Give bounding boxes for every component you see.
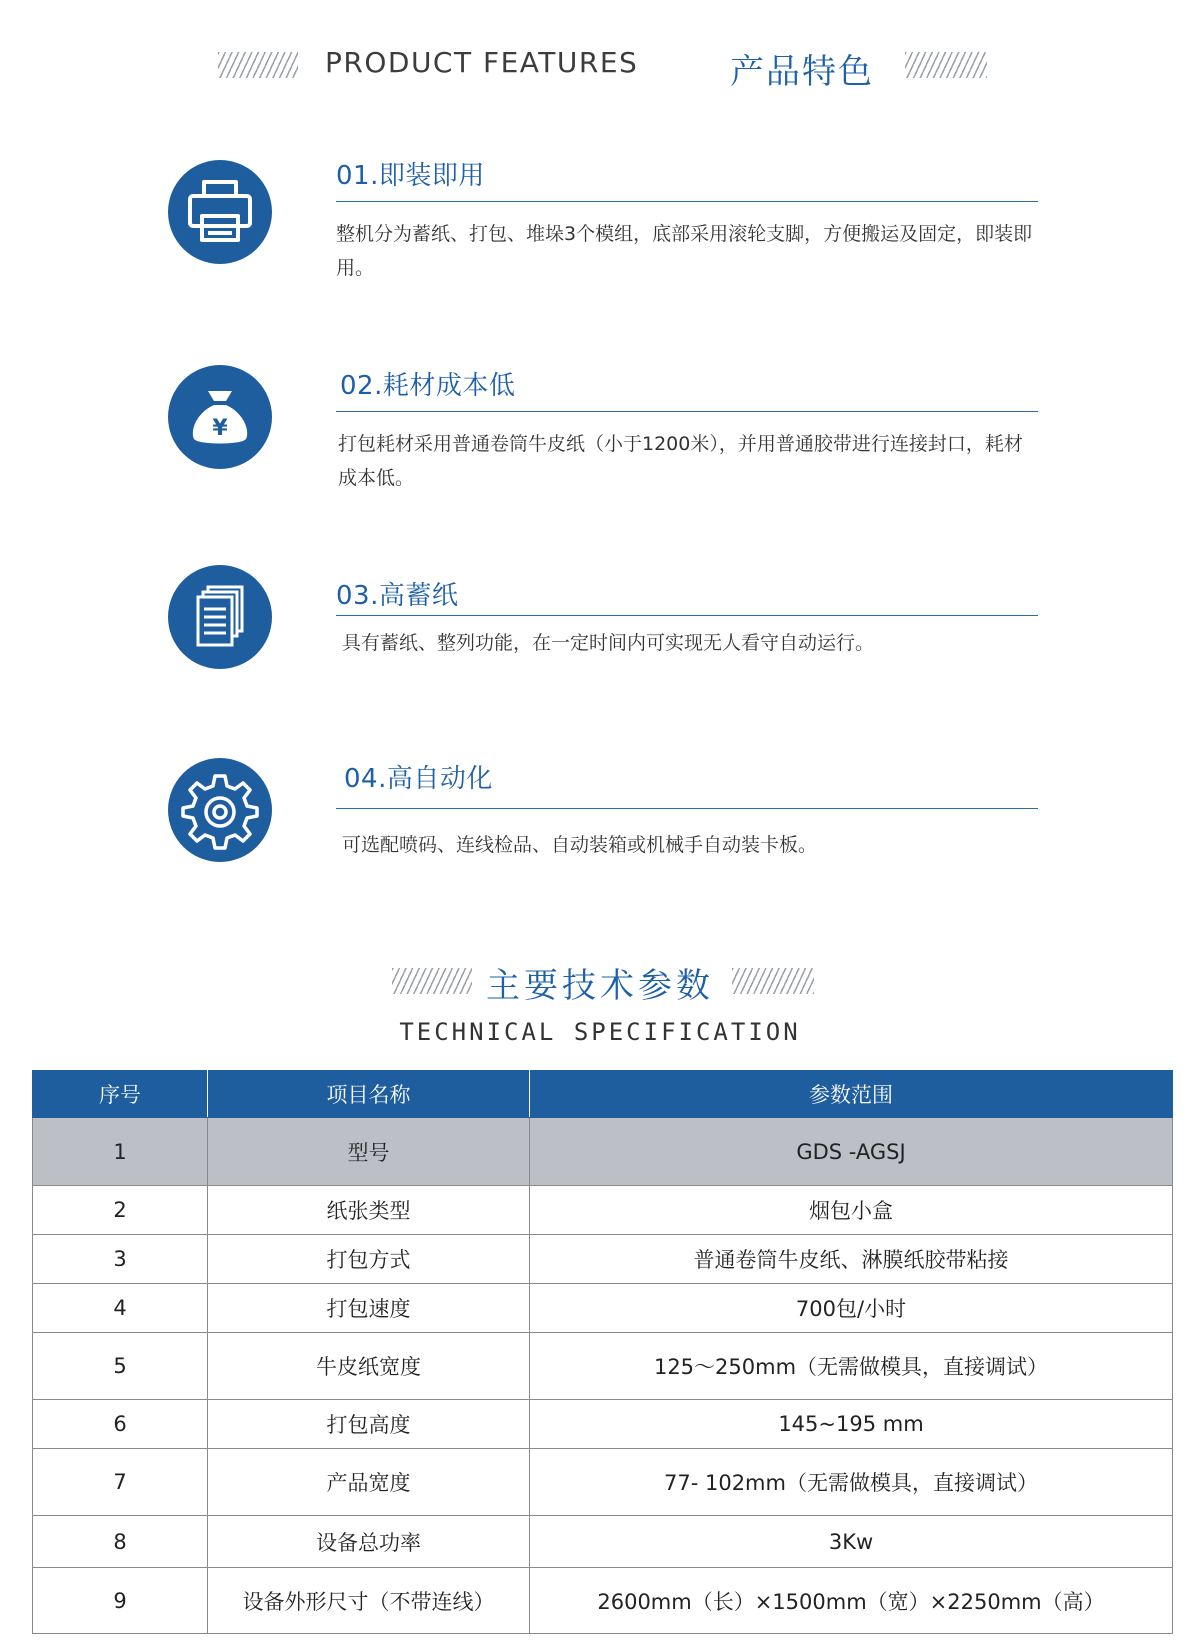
table-cell: 700包/小时 [530,1284,1173,1333]
printer-icon [168,160,272,264]
table-cell: 1 [33,1118,208,1186]
table-cell: 2600mm（长）×1500mm（宽）×2250mm（高） [530,1568,1173,1634]
table-cell: 牛皮纸宽度 [208,1333,530,1400]
spec-title-cn: 主要技术参数 [486,966,714,1006]
table-cell: 7 [33,1449,208,1516]
table-cell: 设备外形尺寸（不带连线） [208,1568,530,1634]
table-row [33,1516,1173,1568]
table-cell: 4 [33,1284,208,1333]
section-title-en: PRODUCT FEATURES [325,46,639,79]
table-cell: 型号 [208,1118,530,1186]
table-cell: 3Kw [530,1516,1173,1568]
feature-item [0,155,1200,285]
spec-title-en: TECHNICAL SPECIFICATION [399,1018,801,1046]
feature-description: 整机分为蓄纸、打包、堆垛3个模组，底部采用滚轮支脚，方便搬运及固定，即装即用。 [336,223,1033,279]
table-cell: 8 [33,1516,208,1568]
table-cell: 9 [33,1568,208,1634]
section-title-cn: 产品特色 [730,52,874,92]
column-header: 序号 [33,1071,208,1118]
feature-description: 可选配喷码、连线检品、自动装箱或机械手自动装卡板。 [342,834,818,856]
table-cell: 77- 102mm（无需做模具，直接调试） [530,1449,1173,1516]
table-header-row [33,1071,1173,1118]
feature-divider [336,808,1038,809]
table-row [33,1284,1173,1333]
feature-item [0,758,1200,888]
feature-divider [336,615,1038,616]
table-cell: 打包高度 [208,1400,530,1449]
table-cell: 2 [33,1186,208,1235]
column-header: 项目名称 [208,1071,530,1118]
feature-divider [336,411,1038,412]
table-cell: 5 [33,1333,208,1400]
table-cell: 3 [33,1235,208,1284]
table-cell: 普通卷筒牛皮纸、淋膜纸胶带粘接 [530,1235,1173,1284]
decorative-hatch-right [732,968,814,994]
table-cell: 6 [33,1400,208,1449]
table-cell: 纸张类型 [208,1186,530,1235]
table-cell: 烟包小盒 [530,1186,1173,1235]
feature-title: 03.高蓄纸 [336,581,459,611]
feature-title: 04.高自动化 [344,764,493,794]
feature-title: 01.即装即用 [336,161,485,191]
decorative-hatch-right [905,52,987,78]
decorative-hatch-left [218,52,298,78]
feature-item [0,575,1200,705]
feature-divider [336,201,1038,202]
table-row [33,1400,1173,1449]
feature-description: 打包耗材采用普通卷筒牛皮纸（小于1200米），并用普通胶带进行连接封口，耗材成本低。 [338,433,1023,489]
gear-icon [168,758,272,862]
table-cell: 打包方式 [208,1235,530,1284]
table-row [33,1449,1173,1516]
money-bag-icon [168,365,272,469]
column-header: 参数范围 [530,1071,1173,1118]
feature-item [0,365,1200,495]
feature-title: 02.耗材成本低 [340,371,516,401]
table-row [33,1186,1173,1235]
spec-table [32,1070,1173,1634]
feature-description: 具有蓄纸、整列功能，在一定时间内可实现无人看守自动运行。 [342,632,875,654]
table-cell: GDS -AGSJ [530,1118,1173,1186]
documents-icon [168,565,272,669]
table-cell: 产品宽度 [208,1449,530,1516]
table-row [33,1235,1173,1284]
svg-text:¥: ¥ [212,416,228,441]
table-row [33,1568,1173,1634]
table-row [33,1118,1173,1186]
table-cell: 145~195 mm [530,1400,1173,1449]
table-cell: 125～250mm（无需做模具，直接调试） [530,1333,1173,1400]
table-row [33,1333,1173,1400]
table-cell: 设备总功率 [208,1516,530,1568]
table-cell: 打包速度 [208,1284,530,1333]
